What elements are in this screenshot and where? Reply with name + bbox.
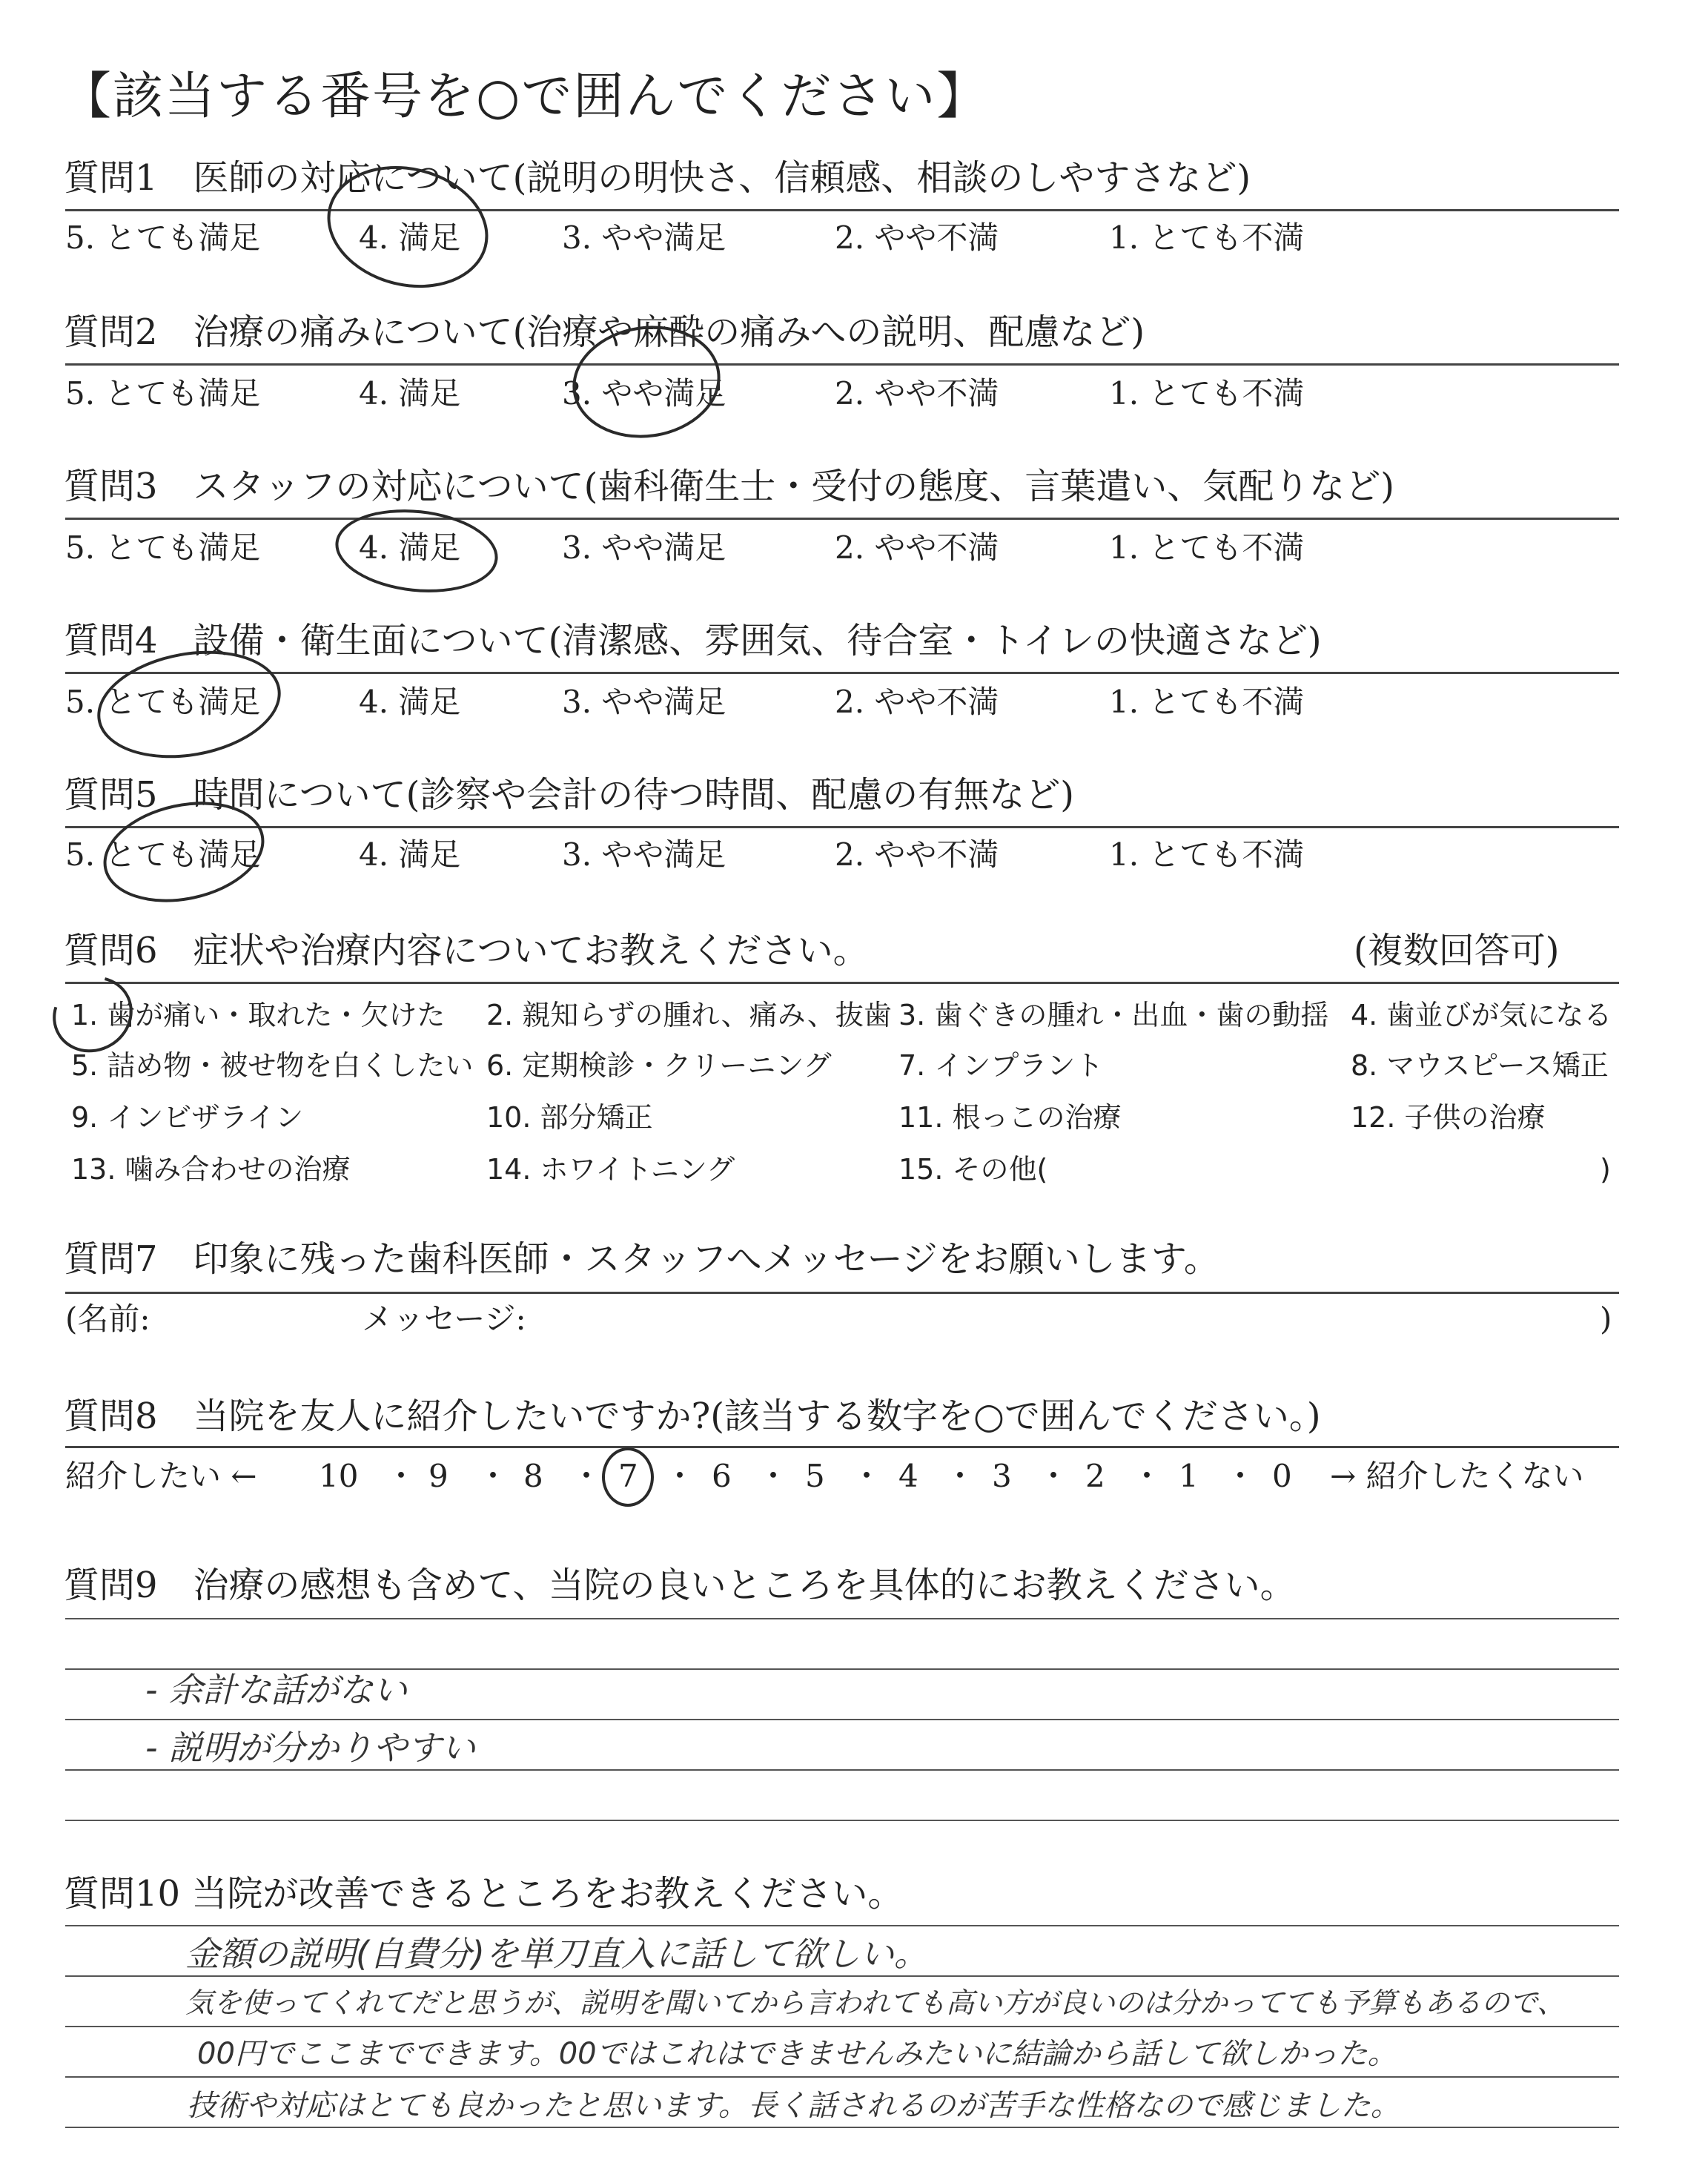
scale-dot: ・ (1038, 1458, 1070, 1494)
option-5[interactable]: 5. とても満足 (65, 219, 261, 256)
answer-line (65, 1719, 1619, 1720)
option-1[interactable]: 1. とても不満 (1109, 219, 1305, 256)
option-2[interactable]: 2. やや不満 (835, 375, 999, 412)
question-2-label: 質問2 治療の痛みについて(治療や麻酔の痛みへの説明、配慮など) (64, 311, 1145, 353)
scale-number[interactable]: 7 (618, 1458, 638, 1494)
scale-number[interactable]: 0 (1272, 1458, 1292, 1494)
option-3[interactable]: 3. やや満足 (562, 375, 726, 412)
category-item[interactable]: 14. ホワイトニング (486, 1153, 735, 1186)
option-2[interactable]: 2. やや不満 (835, 219, 999, 256)
question-7-label: 質問7 印象に残った歯科医師・スタッフへメッセージをお願いします。 (64, 1238, 1219, 1280)
scale-dot: ・ (1225, 1458, 1257, 1494)
option-2[interactable]: 2. やや不満 (835, 836, 999, 873)
handwritten-answer: 00円でここまでできます。00ではこれはできませんみたいに結論から話して欲しかった。 (197, 2037, 1397, 2071)
option-5[interactable]: 5. とても満足 (65, 836, 261, 873)
answer-line (65, 1769, 1619, 1771)
option-3[interactable]: 3. やや満足 (562, 529, 726, 566)
divider (65, 1446, 1619, 1448)
divider (65, 826, 1619, 828)
answer-line (65, 2026, 1619, 2027)
answer-circle-mark (331, 502, 502, 600)
category-item[interactable]: 12. 子供の治療 (1351, 1101, 1546, 1134)
divider (65, 672, 1619, 674)
answer-line (65, 1975, 1619, 1977)
answer-line (65, 2127, 1619, 2128)
option-3[interactable]: 3. やや満足 (562, 836, 726, 873)
divider (65, 209, 1619, 211)
divider (65, 518, 1619, 520)
option-1[interactable]: 1. とても不満 (1109, 375, 1305, 412)
option-5[interactable]: 5. とても満足 (65, 684, 261, 720)
divider (65, 1292, 1619, 1294)
scale-number[interactable]: 3 (992, 1458, 1012, 1494)
scale-number[interactable]: 5 (805, 1458, 825, 1494)
question-3-label: 質問3 スタッフの対応について(歯科衛生士・受付の態度、言葉遣い、気配りなど) (64, 466, 1395, 507)
scale-number[interactable]: 10 (319, 1458, 359, 1494)
handwritten-answer: - 余計な話がない (145, 1670, 408, 1710)
divider (65, 982, 1619, 984)
question-10-label: 質問10 当院が改善できるところをお教えください。 (64, 1873, 904, 1915)
question-8-label: 質問8 当院を友人に紹介したいですか?(該当する数字を○で囲んでください。) (64, 1396, 1321, 1437)
scale-dot: ・ (1131, 1458, 1163, 1494)
category-item[interactable]: 8. マウスピース矯正 (1351, 1049, 1609, 1082)
answer-line (65, 1925, 1619, 1926)
scale-number[interactable]: 4 (898, 1458, 918, 1494)
message-label: メッセージ: (362, 1301, 526, 1337)
scale-number[interactable]: 2 (1085, 1458, 1105, 1494)
page-title: 【該当する番号を○で囲んでください】 (61, 67, 989, 126)
question-6-label: 質問6 症状や治療内容についてお教えください。 (64, 930, 869, 971)
option-1[interactable]: 1. とても不満 (1109, 529, 1305, 566)
category-item[interactable]: 10. 部分矯正 (486, 1101, 653, 1134)
scale-dot: ・ (571, 1458, 603, 1494)
answer-line (65, 1820, 1619, 1821)
option-4[interactable]: 4. 満足 (359, 684, 461, 720)
category-item[interactable]: 13. 噛み合わせの治療 (71, 1153, 351, 1186)
category-item[interactable]: 2. 親知らずの腫れ、痛み、抜歯 (486, 999, 892, 1031)
recommend-right-label: → 紹介したくない (1330, 1458, 1584, 1494)
handwritten-answer: 金額の説明(自費分)を単刀直入に話して欲しい。 (185, 1934, 928, 1974)
option-2[interactable]: 2. やや不満 (835, 529, 999, 566)
scale-dot: ・ (664, 1458, 696, 1494)
scale-dot: ・ (385, 1458, 417, 1494)
divider (65, 363, 1619, 366)
name-label: (名前: (65, 1301, 150, 1337)
scale-dot: ・ (851, 1458, 883, 1494)
scale-dot: ・ (477, 1458, 509, 1494)
category-item[interactable]: 15. その他( (898, 1153, 1048, 1186)
category-item[interactable]: 7. インプラント (898, 1049, 1104, 1082)
option-1[interactable]: 1. とても不満 (1109, 836, 1305, 873)
category-item[interactable]: 4. 歯並びが気になる (1351, 999, 1612, 1031)
answer-line (65, 1618, 1619, 1619)
option-3[interactable]: 3. やや満足 (562, 684, 726, 720)
option-4[interactable]: 4. 満足 (359, 219, 461, 256)
message-close-paren: ) (1600, 1301, 1612, 1337)
scale-dot: ・ (758, 1458, 790, 1494)
question-5-label: 質問5 時間について(診察や会計の待つ時間、配慮の有無など) (64, 774, 1075, 816)
category-item[interactable]: 1. 歯が痛い・取れた・欠けた (71, 999, 446, 1031)
scale-number[interactable]: 6 (712, 1458, 732, 1494)
answer-line (65, 2076, 1619, 2078)
option-5[interactable]: 5. とても満足 (65, 529, 261, 566)
answer-circle-mark (602, 1447, 654, 1507)
scale-dot: ・ (944, 1458, 976, 1494)
category-item[interactable]: 6. 定期検診・クリーニング (486, 1049, 832, 1082)
handwritten-answer: 気を使ってくれてだと思うが、説明を聞いてから言われても高い方が良いのは分かってても予算もあるので、 (185, 1986, 1566, 2019)
option-2[interactable]: 2. やや不満 (835, 684, 999, 720)
option-5[interactable]: 5. とても満足 (65, 375, 261, 412)
option-3[interactable]: 3. やや満足 (562, 219, 726, 256)
category-item[interactable]: 9. インビザライン (71, 1101, 304, 1134)
category-item[interactable]: 3. 歯ぐきの腫れ・出血・歯の動揺 (898, 999, 1329, 1031)
option-4[interactable]: 4. 満足 (359, 375, 461, 412)
handwritten-answer: 技術や対応はとても良かったと思います。長く話されるのが苦手な性格なので感じました。 (187, 2089, 1400, 2123)
question-1-label: 質問1 医師の対応について(説明の明快さ、信頼感、相談のしやすさなど) (64, 157, 1251, 199)
question-9-label: 質問9 治療の感想も含めて、当院の良いところを具体的にお教えください。 (64, 1565, 1296, 1606)
recommend-left-label: 紹介したい ← (65, 1458, 257, 1494)
multiple-answers-note: (複数回答可) (1354, 930, 1560, 971)
scale-number[interactable]: 8 (523, 1458, 543, 1494)
scale-number[interactable]: 1 (1179, 1458, 1199, 1494)
option-1[interactable]: 1. とても不満 (1109, 684, 1305, 720)
category-item[interactable]: 5. 詰め物・被せ物を白くしたい (71, 1049, 474, 1082)
scale-number[interactable]: 9 (428, 1458, 448, 1494)
option-4[interactable]: 4. 満足 (359, 529, 461, 566)
category-item[interactable]: 11. 根っこの治療 (898, 1101, 1122, 1134)
option-4[interactable]: 4. 満足 (359, 836, 461, 873)
handwritten-answer: - 説明が分かりやすい (145, 1728, 476, 1768)
other-close-paren: ) (1600, 1153, 1611, 1186)
question-4-label: 質問4 設備・衛生面について(清潔感、雰囲気、待合室・トイレの快適さなど) (64, 620, 1322, 661)
